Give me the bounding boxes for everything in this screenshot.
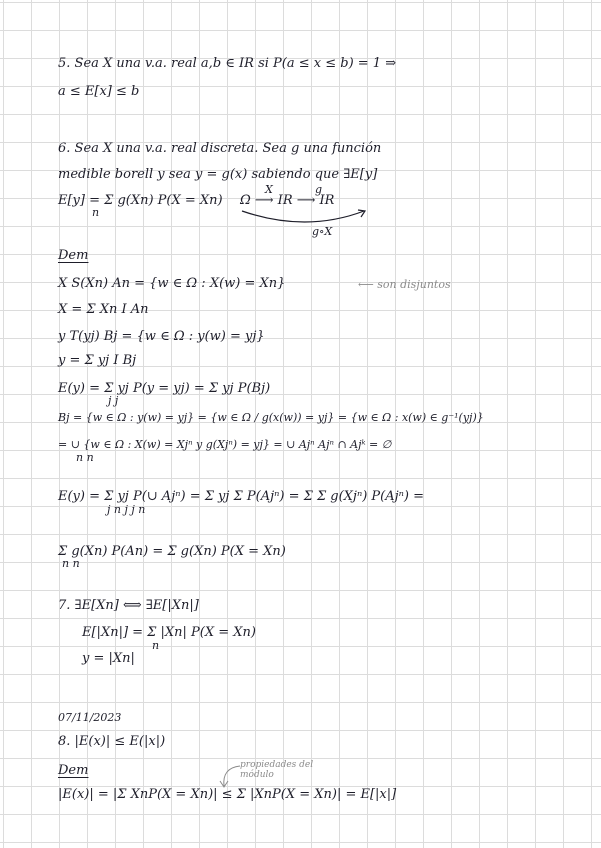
expectation-formula-sub: n [92,206,100,219]
expectation-formula: E[y] = Σ g(Xn) P(X = Xn) [58,193,223,208]
problem-7-line-1: 7. ∃E[Xn] ⟺ ∃E[|Xn|] [58,598,199,613]
problem-8-line-1: 8. |E(x)| ≤ E(|x|) [58,734,166,749]
dem6-line-5-sub: j j [108,394,119,407]
map-label-g: g [315,183,323,196]
dem6-line-7: = ∪ {w ∈ Ω : X(w) = Xjⁿ y g(Xjⁿ) = yj} = ∪ Ajⁿ Ajⁿ ∩ Ajᵏ = ∅ [58,438,392,451]
problem-5-line-1: 5. Sea X una v.a. real a,b ∈ IR si P(a ≤ x ≤ b) = 1 ⇒ [58,56,397,71]
dem6-line-8: E(y) = Σ yj P(∪ Ajⁿ) = Σ yj Σ P(Ajⁿ) = Σ Σ g(Xjⁿ) P(Ajⁿ) = [58,489,425,504]
dem6-line-5: E(y) = Σ yj P(y = yj) = Σ yj P(Bj) [58,381,271,396]
dem6-line-9-sub: n n [62,557,80,570]
problem-6-line-1: 6. Sea X una v.a. real discreta. Sea g una función [58,141,382,156]
problem-5-line-2: a ≤ E[x] ≤ b [58,84,140,99]
dem6-line-9: Σ g(Xn) P(An) = Σ g(Xn) P(X = Xn) [58,544,286,559]
dem6-line-2: X = Σ Xn I An [58,302,149,317]
composition-label: g∘X [312,225,333,238]
date: 07/11/2023 [58,711,122,724]
dem-heading-1: Dem [58,248,89,263]
disjoint-note: ⟵ son disjuntos [358,278,451,291]
dem-heading-2: Dem [58,763,89,778]
composition-map: Ω ⟶ IR ⟶ IR [240,193,335,208]
dem6-line-1: X S(Xn) An = {w ∈ Ω : X(w) = Xn} [58,276,286,291]
problem-6-line-2: medible borell y sea y = g(x) sabiendo que ∃E[y] [58,167,378,182]
dem6-line-7-sub: n n [76,451,94,464]
dem6-line-4: y = Σ yj I Bj [58,353,137,368]
map-label-x: X [265,183,273,196]
problem-7-line-2-sub: n [152,639,160,652]
problem-7-line-3: y = |Xn| [82,651,135,666]
problem-7-line-2: E[|Xn|] = Σ |Xn| P(X = Xn) [82,625,256,640]
dem6-line-3: y T(yj) Bj = {w ∈ Ω : y(w) = yj} [58,329,265,344]
composition-arc-icon [236,207,376,231]
dem6-line-6: Bj = {w ∈ Ω : y(w) = yj} = {w ∈ Ω / g(x(w)) = yj} = {w ∈ Ω : x(w) ∈ g⁻¹(yj)} [58,411,484,424]
dem6-line-8-sub: j n j j n [107,503,146,516]
problem-8-line-2: |E(x)| = |Σ XnP(X = Xn)| ≤ Σ |XnP(X = Xn)| = E[|x|] [58,787,397,802]
modulus-properties-note: propiedades del módulo [240,760,314,780]
